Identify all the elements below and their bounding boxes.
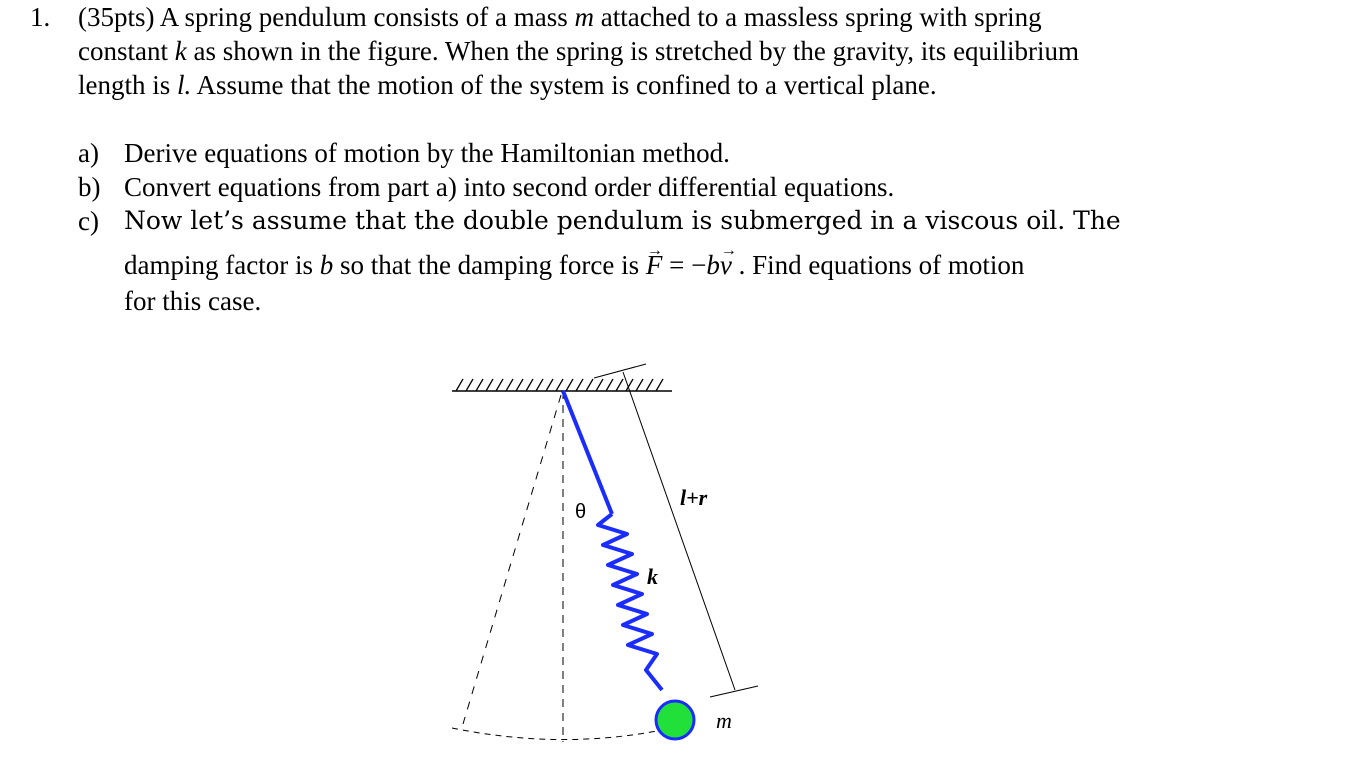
theta-label: θ — [575, 501, 587, 523]
symbol-l: l. — [177, 70, 192, 100]
part-a-text: Derive equations of motion by the Hamiltonian method. — [124, 138, 730, 168]
problem-line-1-b: attached to a massless spring with spring — [600, 2, 1042, 32]
problem-line-1-a: (35pts) A spring pendulum consists of a mass — [78, 2, 568, 32]
spring — [598, 514, 662, 690]
symbol-b-2: b — [706, 250, 720, 280]
ceiling-hatching — [456, 379, 663, 391]
part-b-text: Convert equations from part a) into second order differential equations. — [124, 172, 895, 202]
part-c-line-2-b: so that the damping force is — [339, 250, 640, 280]
problem-line-2-a: constant — [78, 36, 168, 66]
part-c-label: c) — [78, 206, 99, 236]
part-b-label: b) — [78, 172, 101, 202]
problem-number: 1. — [30, 2, 51, 32]
symbol-k: k — [174, 36, 187, 66]
part-c-line-2-c: . Find equations of motion — [738, 250, 1025, 280]
mass-label: m — [716, 708, 732, 733]
k-label: k — [647, 564, 658, 589]
mass-bob — [656, 701, 694, 739]
part-c-line-2-a: damping factor is — [124, 250, 313, 280]
swing-arc — [452, 728, 662, 740]
symbol-v-vector: → v — [720, 248, 732, 282]
part-a-label: a) — [78, 138, 99, 168]
pendulum-rod — [563, 391, 612, 514]
equation-sign: = − — [669, 250, 707, 280]
symbol-F-vector: → F — [646, 248, 663, 282]
part-c-line-1: Now let’s assume that the double pendulum is submerged in a viscous oil. The — [124, 206, 1121, 235]
length-label: l+r — [680, 485, 708, 510]
dimension-tick-top — [594, 364, 646, 378]
swing-limit-line — [463, 395, 561, 724]
dimension-line — [623, 372, 735, 690]
part-c-line-3: for this case. — [124, 286, 262, 316]
symbol-b: b — [319, 250, 334, 280]
problem-line-2-b: as shown in the figure. When the spring is stretched by the gravity, its equilibrium — [193, 36, 1080, 66]
symbol-m: m — [574, 2, 594, 32]
problem-line-3-a: length is — [78, 70, 171, 100]
problem-line-3-b: Assume that the motion of the system is confined to a vertical plane. — [196, 70, 937, 100]
